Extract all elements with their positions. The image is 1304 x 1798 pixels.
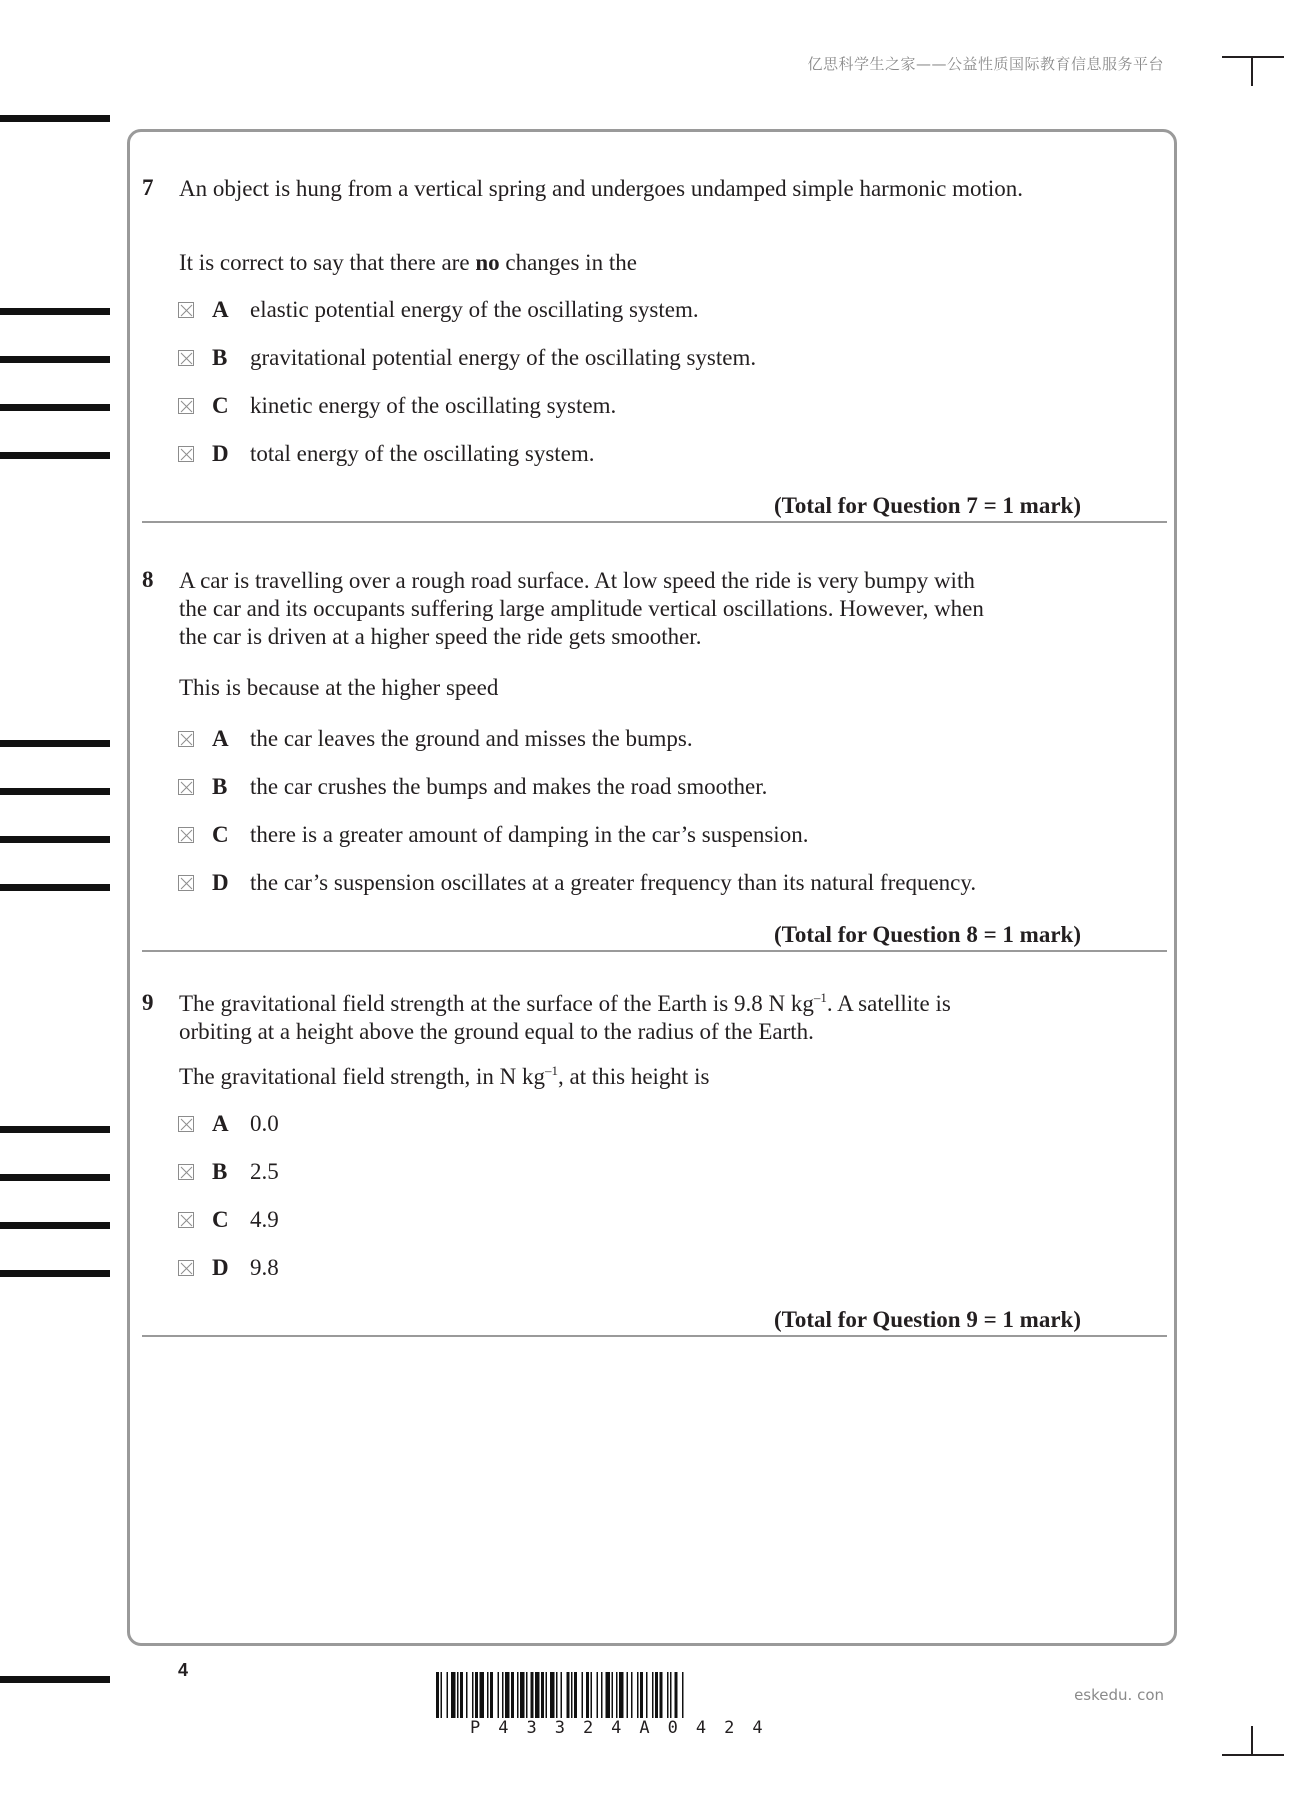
barcode-bar (457, 1672, 459, 1718)
barcode-bar (546, 1672, 548, 1718)
barcode-bar (472, 1672, 474, 1718)
option-text: total energy of the oscillating system. (250, 441, 595, 466)
option-a[interactable] (178, 725, 693, 753)
stem-text: . A satellite is (826, 991, 951, 1016)
side-bar (0, 1676, 110, 1683)
option-text: gravitational potential energy of the oscillating system. (250, 345, 757, 370)
option-letter: D (212, 870, 229, 895)
answer-checkbox-icon[interactable] (178, 302, 194, 318)
option-letter: A (212, 726, 229, 751)
answer-checkbox-icon[interactable] (178, 1164, 194, 1180)
side-bar (0, 788, 110, 795)
side-bar (0, 356, 110, 363)
option-a[interactable] (178, 296, 699, 324)
answer-checkbox-icon[interactable] (178, 1260, 194, 1276)
stem-line (179, 990, 1099, 1018)
barcode-bar (550, 1672, 555, 1718)
barcode-bar (526, 1672, 528, 1718)
answer-checkbox-icon[interactable] (178, 1116, 194, 1132)
lead-text: The gravitational field strength, in N kg (179, 1064, 545, 1089)
answer-checkbox-icon[interactable] (178, 446, 194, 462)
option-text: 0.0 (250, 1111, 279, 1136)
barcode-bar (591, 1672, 593, 1718)
barcode-bar (466, 1672, 468, 1718)
stem-text: The gravitational field strength at the surface of the Earth is 9.8 N kg (179, 991, 814, 1016)
lead-superscript: –1 (545, 1063, 558, 1078)
barcode-bar (567, 1672, 570, 1718)
side-bar (0, 1270, 110, 1277)
option-d[interactable] (178, 440, 595, 468)
question-stem (179, 567, 1099, 651)
answer-checkbox-icon[interactable] (178, 398, 194, 414)
option-text: 4.9 (250, 1207, 279, 1232)
option-text: 9.8 (250, 1255, 279, 1280)
lead-text: , at this height is (558, 1064, 710, 1089)
barcode-bar (498, 1672, 500, 1718)
option-letter: A (212, 297, 229, 322)
barcode-bar (451, 1672, 456, 1718)
option-text: the car leaves the ground and misses the bumps. (250, 726, 693, 751)
question-number: 7 (142, 175, 154, 200)
barcode-bar (612, 1672, 614, 1718)
side-bar (0, 1126, 110, 1133)
barcode-bar (535, 1672, 540, 1718)
option-letter: B (212, 774, 228, 799)
barcode-bar (571, 1672, 573, 1718)
answer-checkbox-icon[interactable] (178, 779, 194, 795)
option-text: the car crushes the bumps and makes the road smoother. (250, 774, 768, 799)
side-bar (0, 308, 110, 315)
question-stem (179, 990, 1099, 1046)
option-letter: D (212, 441, 229, 466)
option-text: the car’s suspension oscillates at a greater frequency than its natural frequency. (250, 870, 977, 895)
barcode-bar (619, 1672, 624, 1718)
question-lead (179, 250, 637, 276)
lead-text: It is correct to say that there are (179, 250, 476, 275)
stem-superscript: –1 (813, 990, 827, 1005)
option-text: elastic potential energy of the oscillating system. (250, 297, 699, 322)
barcode-bar (556, 1672, 558, 1718)
option-letter: B (212, 345, 228, 370)
barcode-text: P43324A0424 (470, 1718, 781, 1738)
barcode-bar (631, 1672, 633, 1718)
question-divider (142, 1335, 1167, 1337)
answer-checkbox-icon[interactable] (178, 875, 194, 891)
option-c[interactable] (178, 392, 616, 420)
option-text: there is a greater amount of damping in the car’s suspension. (250, 822, 809, 847)
option-letter: C (212, 1207, 229, 1232)
side-bar (0, 884, 110, 891)
question-divider (142, 950, 1167, 952)
barcode-bar (541, 1672, 544, 1718)
option-letter: D (212, 1255, 229, 1280)
stem-line: the car is driven at a higher speed the ride gets smoother. (179, 624, 702, 649)
question-stem: An object is hung from a vertical spring and undergoes undamped simple harmonic motion. (179, 176, 1024, 201)
barcode-bar (682, 1672, 684, 1718)
option-letter: A (212, 1111, 229, 1136)
barcode-bar (637, 1672, 639, 1718)
barcode-bar (520, 1672, 525, 1718)
barcode-bar (505, 1672, 510, 1718)
barcode-bar (436, 1672, 439, 1718)
option-letter: C (212, 822, 229, 847)
barcode-bar (646, 1672, 648, 1718)
stem-line: the car and its occupants suffering large amplitude vertical oscillations. However, when (179, 596, 984, 621)
question-lead: This is because at the higher speed (179, 675, 499, 700)
barcode-bar (616, 1672, 618, 1718)
question-total: (Total for Question 7 = 1 mark) (774, 493, 1081, 518)
lead-text: changes in the (499, 250, 637, 275)
side-bar (0, 1174, 110, 1181)
page-number: 4 (178, 1660, 189, 1680)
side-bar (0, 836, 110, 843)
option-letter: B (212, 1159, 228, 1184)
side-bar (0, 115, 110, 122)
barcode-bar (670, 1672, 672, 1718)
footer-site-text: eskedu. con (1074, 1686, 1164, 1704)
option-d[interactable] (178, 1254, 279, 1282)
stem-line: orbiting at a height above the ground equal to the radius of the Earth. (179, 1019, 814, 1044)
crop-mark-bottom-v (1251, 1726, 1253, 1756)
stem-line: A car is travelling over a rough road surface. At low speed the ride is very bumpy with (179, 568, 975, 593)
barcode-bar (487, 1672, 489, 1718)
lead-emphasis: no (475, 250, 500, 275)
question-total: (Total for Question 8 = 1 mark) (774, 922, 1081, 947)
answer-checkbox-icon[interactable] (178, 350, 194, 366)
barcode-bar (574, 1672, 577, 1718)
question-lead (179, 1064, 709, 1090)
barcode-bar (601, 1672, 603, 1718)
barcode-bar (660, 1672, 663, 1718)
option-b[interactable] (178, 344, 756, 372)
barcode-bar (480, 1672, 485, 1718)
barcode-bar (517, 1672, 519, 1718)
side-bar (0, 740, 110, 747)
crop-mark-top-h (1222, 56, 1284, 58)
barcode-bar (531, 1672, 534, 1718)
side-bar (0, 452, 110, 459)
question-number: 8 (142, 567, 154, 592)
barcode-bar (561, 1672, 563, 1718)
question-total: (Total for Question 9 = 1 mark) (774, 1307, 1081, 1332)
barcode-icon (436, 1672, 870, 1718)
barcode-bar (582, 1672, 584, 1718)
barcode-bar (490, 1672, 493, 1718)
barcode-bar (597, 1672, 599, 1718)
barcode-bar (460, 1672, 463, 1718)
option-letter: C (212, 393, 229, 418)
option-b[interactable] (178, 1158, 279, 1186)
barcode-bar (441, 1672, 443, 1718)
answer-checkbox-icon[interactable] (178, 827, 194, 843)
barcode-bar (586, 1672, 589, 1718)
option-text: 2.5 (250, 1159, 279, 1184)
barcode-bar (627, 1672, 629, 1718)
option-b[interactable] (178, 773, 767, 801)
header-site-text: 亿思科学生之家——公益性质国际教育信息服务平台 (807, 55, 1164, 73)
barcode-bar (447, 1672, 449, 1718)
option-a[interactable] (178, 1110, 279, 1138)
crop-mark-bottom-h (1222, 1754, 1284, 1756)
barcode-bar (502, 1672, 504, 1718)
question-divider (142, 521, 1167, 523)
option-c[interactable] (178, 1206, 279, 1234)
barcode-bar (675, 1672, 678, 1718)
barcode-bar (475, 1672, 478, 1718)
answer-checkbox-icon[interactable] (178, 1212, 194, 1228)
question-number: 9 (142, 990, 154, 1015)
option-d[interactable] (178, 869, 976, 897)
barcode-bar (640, 1672, 643, 1718)
option-c[interactable] (178, 821, 808, 849)
option-text: kinetic energy of the oscillating system. (250, 393, 617, 418)
barcode-bar (511, 1672, 514, 1718)
answer-checkbox-icon[interactable] (178, 731, 194, 747)
side-bar (0, 404, 110, 411)
barcode-bar (667, 1672, 669, 1718)
barcode-bar (655, 1672, 658, 1718)
crop-mark-top-v (1251, 56, 1253, 86)
barcode-bar (652, 1672, 654, 1718)
barcode-bar (606, 1672, 611, 1718)
side-bar (0, 1222, 110, 1229)
